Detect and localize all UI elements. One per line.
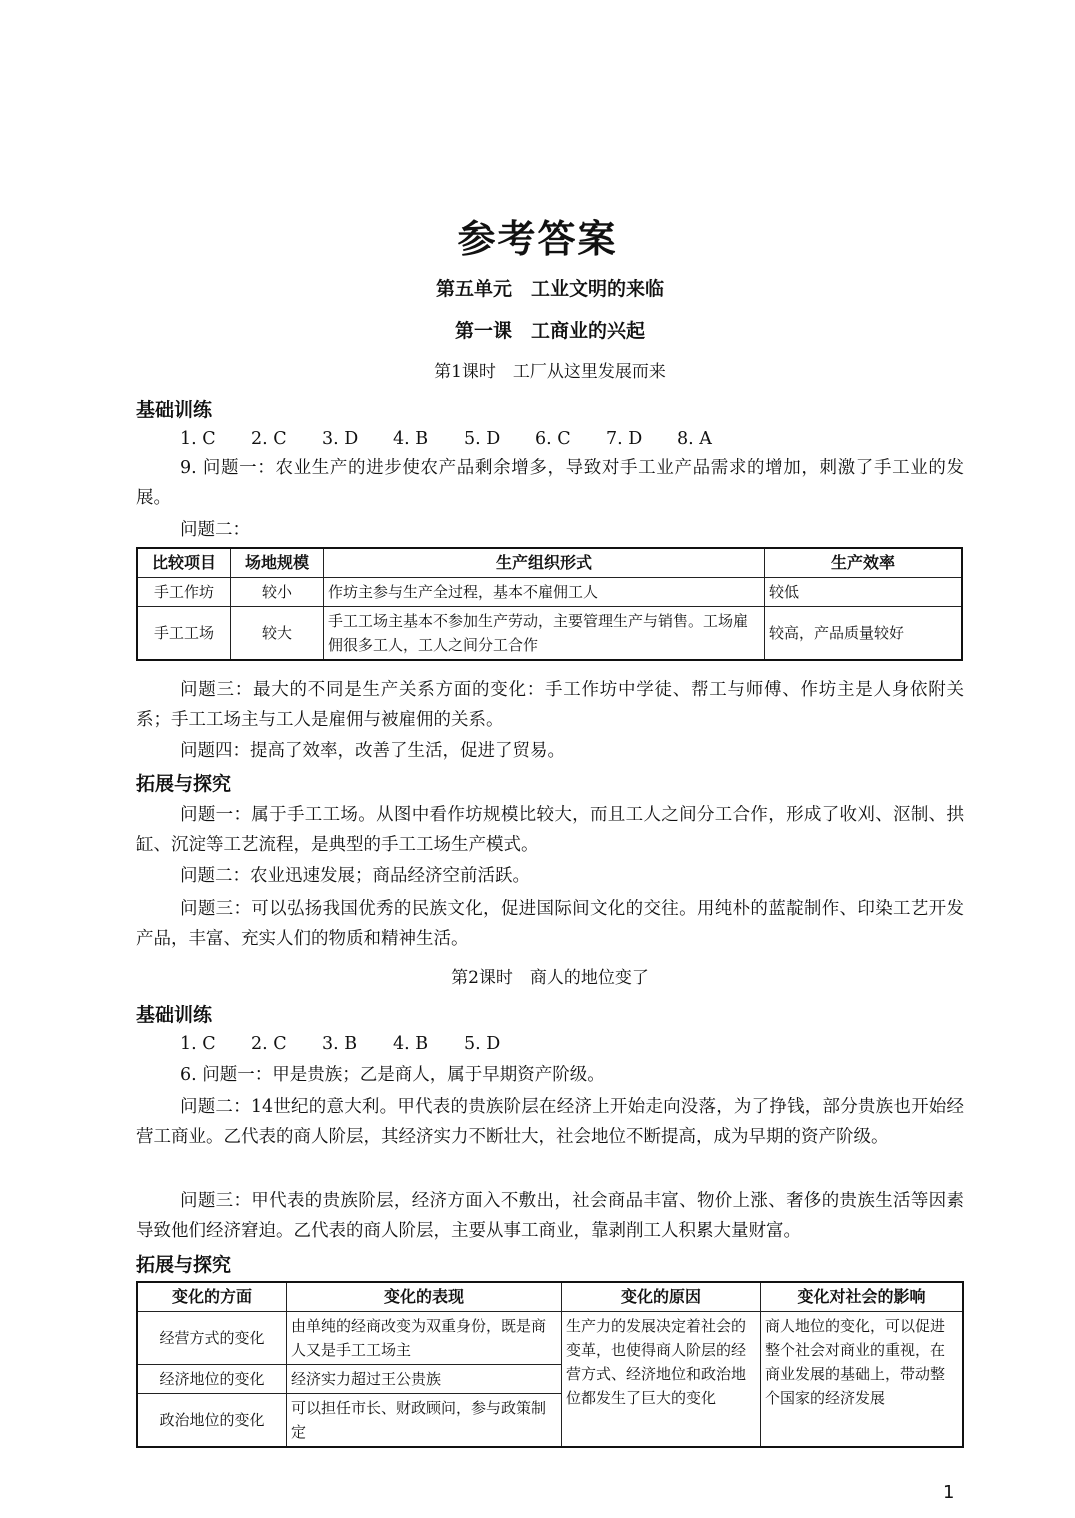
answer-9-q1: 9. 问题一：农业生产的进步使农产品剩余增多，导致对手工业产品需求的增加，刺激了手工业的发展。 bbox=[136, 458, 964, 508]
mc-answer: 3. D bbox=[322, 429, 359, 449]
table-row bbox=[137, 578, 962, 607]
period-1-heading: 第1课时 工厂从这里发展而来 bbox=[434, 362, 666, 382]
table-cell: 手工工场 bbox=[137, 607, 231, 661]
ext-answer-2: 问题二：农业迅速发展；商品经济空前活跃。 bbox=[180, 866, 530, 886]
table-cell: 作坊主参与生产全过程，基本不雇佣工人 bbox=[324, 578, 765, 607]
table-header: 场地规模 bbox=[231, 548, 324, 578]
page-number: 1 bbox=[943, 1482, 955, 1503]
answer-6-q1: 6. 问题一：甲是贵族；乙是商人，属于早期资产阶级。 bbox=[180, 1065, 605, 1085]
section-basic-2: 基础训练 bbox=[136, 1004, 213, 1026]
table-cell: 较小 bbox=[231, 578, 324, 607]
mc-answer: 1. C bbox=[180, 429, 216, 449]
mc-answer: 2. C bbox=[251, 1034, 287, 1054]
answer-9-q3: 问题三：最大的不同是生产关系方面的变化：手工作坊中学徒、帮工与师傅、作坊主是人身依附关系；手工工场主与工人是雇佣与被雇佣的关系。 bbox=[136, 680, 964, 730]
answer-6-q3: 问题三：甲代表的贵族阶层，经济方面入不敷出，社会商品丰富、物价上涨、奢侈的贵族生活等因素导致他们经济窘迫。乙代表的商人阶层，主要从事工商业，靠剥削工人积累大量财富。 bbox=[136, 1191, 964, 1241]
comparison-table bbox=[136, 547, 963, 661]
mc-answers-1 bbox=[136, 426, 1010, 452]
mc-answer: 7. D bbox=[606, 429, 643, 449]
lesson-heading: 第一课 工商业的兴起 bbox=[454, 320, 645, 342]
answer-9-q2: 问题二： bbox=[180, 520, 250, 540]
mc-answer: 5. D bbox=[464, 429, 501, 449]
table-cell: 手工作坊 bbox=[137, 578, 231, 607]
table-header: 比较项目 bbox=[137, 548, 231, 578]
unit-heading: 第五单元 工业文明的来临 bbox=[435, 278, 664, 300]
table-cell: 手工工场主基本不参加生产劳动，主要管理生产与销售。工场雇佣很多工人，工人之间分工合作 bbox=[324, 607, 765, 661]
mc-answer: 4. B bbox=[393, 1034, 429, 1054]
table-cell: 经济地位的变化 bbox=[137, 1365, 287, 1394]
mc-answer: 3. B bbox=[322, 1034, 358, 1054]
ext-answer-3: 问题三：可以弘扬我国优秀的民族文化，促进国际间文化的交往。用纯朴的蓝靛制作、印染工艺开发产品，丰富、充实人们的物质和精神生活。 bbox=[136, 899, 964, 949]
mc-answers-2 bbox=[136, 1031, 1010, 1057]
table-cell: 政治地位的变化 bbox=[137, 1394, 287, 1448]
period-2-heading: 第2课时 商人的地位变了 bbox=[451, 968, 649, 988]
mc-answer: 6. C bbox=[535, 429, 571, 449]
page-title: 参考答案 bbox=[457, 217, 618, 261]
answer-6-q2: 问题二：14世纪的意大利。甲代表的贵族阶层在经济上开始走向没落，为了挣钱，部分贵族也开始经营工商业。乙代表的商人阶层，其经济实力不断壮大，社会地位不断提高，成为早期的资产阶级。 bbox=[136, 1097, 964, 1147]
table-row bbox=[137, 1312, 963, 1365]
table-cell-reason: 生产力的发展决定着社会的变革，也使得商人阶层的经营方式、经济地位和政治地位都发生了巨大的变化 bbox=[562, 1312, 761, 1448]
table-cell-impact: 商人地位的变化，可以促进整个社会对商业的重视，在商业发展的基础上，带动整个国家的经济发展 bbox=[761, 1312, 964, 1448]
table-header: 变化对社会的影响 bbox=[761, 1282, 964, 1312]
mc-answer: 4. B bbox=[393, 429, 429, 449]
section-extension-2: 拓展与探究 bbox=[136, 1254, 232, 1276]
table-cell: 经济实力超过王公贵族 bbox=[287, 1365, 562, 1394]
table-cell: 较大 bbox=[231, 607, 324, 661]
table-header: 变化的原因 bbox=[562, 1282, 761, 1312]
table-cell: 较低 bbox=[765, 578, 963, 607]
table-header: 变化的表现 bbox=[287, 1282, 562, 1312]
table-header: 变化的方面 bbox=[137, 1282, 287, 1312]
table-row bbox=[137, 607, 962, 661]
table-cell: 经营方式的变化 bbox=[137, 1312, 287, 1365]
ext-answer-1: 问题一：属于手工工场。从图中看作坊规模比较大，而且工人之间分工合作，形成了收刈、沤制、拱缸、沉淀等工艺流程，是典型的手工工场生产模式。 bbox=[136, 805, 964, 855]
change-table bbox=[136, 1281, 964, 1448]
table-header: 生产效率 bbox=[765, 548, 963, 578]
mc-answer: 2. C bbox=[251, 429, 287, 449]
table-header-row bbox=[137, 1282, 963, 1312]
section-basic-1: 基础训练 bbox=[136, 399, 213, 421]
table-cell: 由单纯的经商改变为双重身份，既是商人又是手工工场主 bbox=[287, 1312, 562, 1365]
table-cell: 可以担任市长、财政顾问，参与政策制定 bbox=[287, 1394, 562, 1448]
mc-answer: 1. C bbox=[180, 1034, 216, 1054]
table-cell: 较高，产品质量较好 bbox=[765, 607, 963, 661]
mc-answer: 8. A bbox=[677, 429, 712, 449]
answer-9-q4: 问题四：提高了效率，改善了生活，促进了贸易。 bbox=[180, 741, 565, 761]
section-extension-1: 拓展与探究 bbox=[136, 773, 232, 795]
table-header-row bbox=[137, 548, 962, 578]
table-header: 生产组织形式 bbox=[324, 548, 765, 578]
mc-answer: 5. D bbox=[464, 1034, 501, 1054]
